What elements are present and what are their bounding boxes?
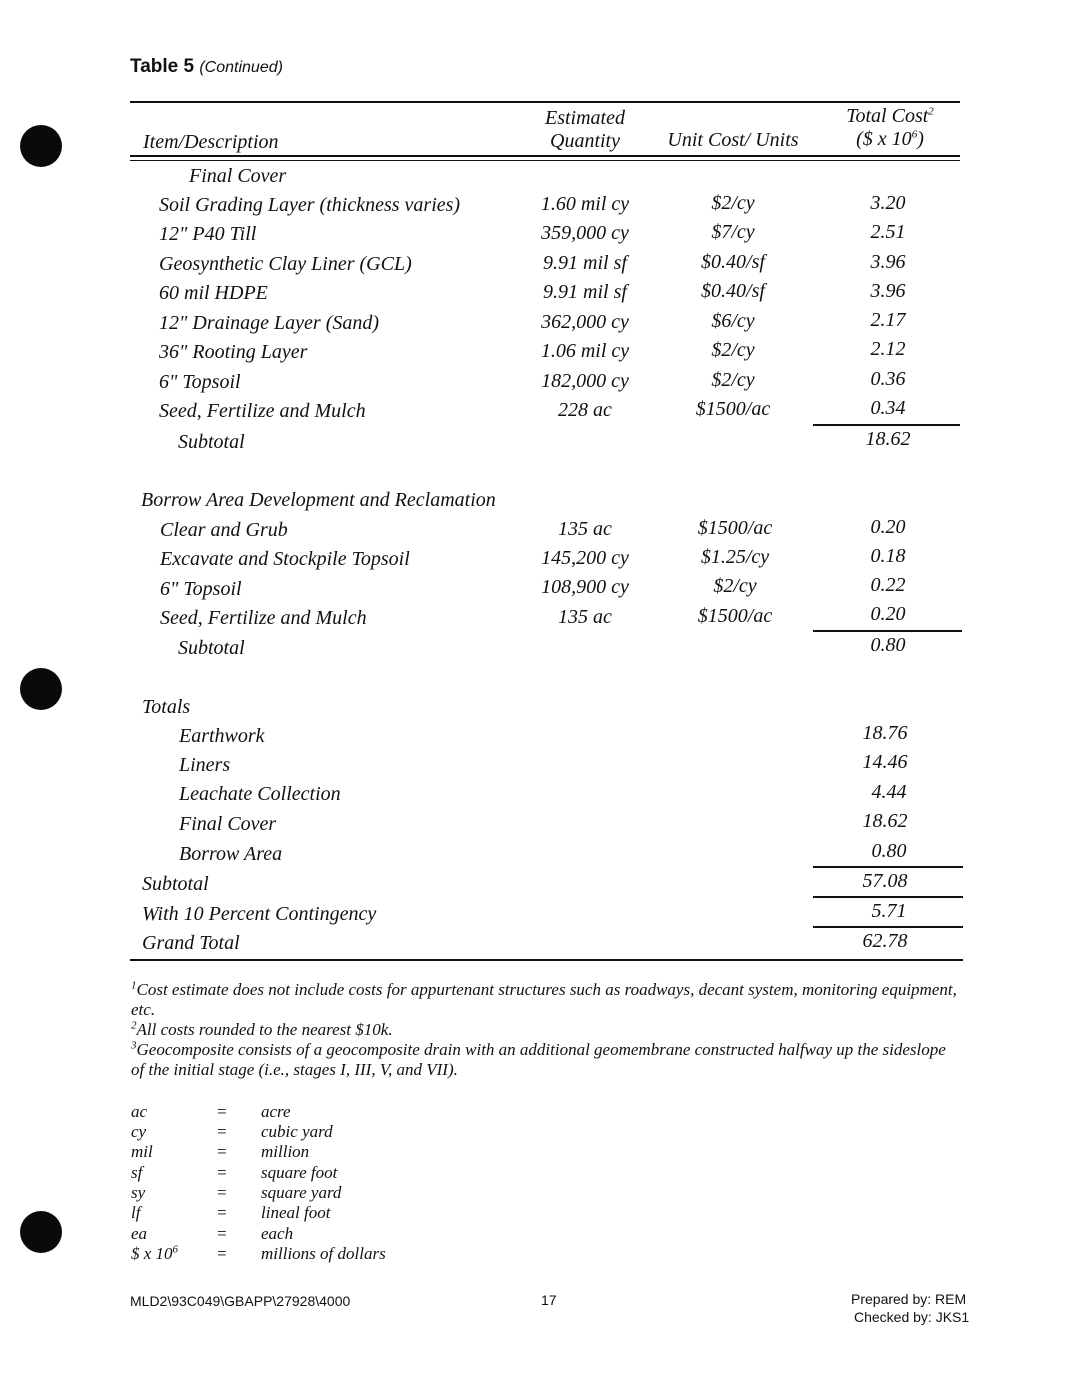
row-total-cost: 3.20 (870, 192, 906, 214)
header-cost-units-a: ($ x 10 (856, 128, 912, 150)
header-total-cost-line1 (825, 105, 955, 128)
header-cost-units-exp: 6 (911, 128, 918, 141)
row-quantity: 108,900 cy (541, 576, 629, 598)
table-title (130, 56, 283, 78)
row-item: Seed, Fertilize and Mulch (159, 400, 366, 422)
row-total-cost: 0.20 (870, 516, 906, 538)
subtotal-label-borrow-area: Subtotal (178, 637, 245, 659)
row-total-cost: 2.51 (870, 221, 906, 243)
totals-item: Liners (179, 754, 231, 776)
abbreviation-meaning: cubic yard (261, 1122, 333, 1141)
totals-item: Borrow Area (179, 843, 283, 865)
abbreviation-meaning: million (261, 1142, 310, 1161)
binder-hole-bottom (20, 1211, 62, 1253)
subtotal-label-final-cover: Subtotal (178, 431, 245, 453)
abbreviation-equals: = (216, 1122, 228, 1141)
abbreviation-term: sy (131, 1183, 146, 1202)
totals-cost: 4.44 (871, 781, 907, 803)
row-unit-cost: $1500/ac (695, 398, 771, 420)
section-heading-borrow-area: Borrow Area Development and Reclamation (141, 489, 496, 511)
totals-cost: 14.46 (862, 751, 908, 773)
row-item: Geosynthetic Clay Liner (GCL) (159, 253, 412, 275)
footnote-1-text: Cost estimate does not include costs for appurtenant structures such as roadways, decant system, monitoring equipment, etc. (131, 980, 957, 1019)
abbreviation-equals: = (216, 1224, 228, 1243)
footer-file-path: MLD2\93C049\GBAPP\27928\4000 (130, 1293, 351, 1309)
header-total-cost-line2 (825, 128, 955, 151)
row-quantity: 135 ac (558, 518, 612, 540)
row-quantity: 228 ac (558, 399, 612, 421)
abbreviation-term: lf (131, 1203, 141, 1222)
abbreviation-meaning: square yard (261, 1183, 342, 1202)
row-unit-cost: $2/cy (711, 192, 755, 214)
footnote-2-marker: 2 (131, 1019, 137, 1032)
footnote-2-text: All costs rounded to the nearest $10k. (136, 1020, 393, 1039)
footnote-1-marker: 1 (131, 979, 137, 992)
abbreviation-equals: = (216, 1244, 228, 1263)
header-total-cost-footnote: 2 (928, 105, 934, 118)
abbreviation-term: ea (131, 1224, 148, 1243)
totals-subtotal-value: 57.08 (862, 870, 908, 892)
row-unit-cost: $6/cy (711, 310, 755, 332)
header-total-cost-text: Total Cost (846, 105, 929, 127)
totals-subtotal-label: Subtotal (142, 873, 209, 895)
header-unit-cost: Unit Cost/ Units (667, 129, 799, 151)
abbreviation-term-base: $ x 10 (131, 1244, 173, 1263)
binder-hole-top (20, 125, 62, 167)
abbreviation-meaning: square foot (261, 1163, 338, 1182)
contingency-label: With 10 Percent Contingency (142, 903, 377, 925)
contingency-value: 5.71 (871, 900, 907, 922)
abbreviation-equals: = (216, 1203, 228, 1222)
footnote-2 (131, 1020, 961, 1040)
row-unit-cost: $0.40/sf (701, 251, 765, 273)
totals-subtotal-rule (813, 866, 963, 868)
row-quantity: 145,200 cy (541, 547, 629, 569)
row-item: 60 mil HDPE (159, 282, 268, 304)
row-item: Excavate and Stockpile Topsoil (160, 548, 410, 570)
totals-item: Final Cover (179, 813, 277, 835)
grand-total-label: Grand Total (142, 932, 240, 954)
row-item: 12" Drainage Layer (Sand) (159, 312, 380, 334)
abbreviation-term-exp: 6 (172, 1243, 179, 1256)
row-item: 36" Rooting Layer (159, 341, 308, 363)
row-total-cost: 0.22 (870, 574, 906, 596)
abbreviation-list (131, 1102, 531, 1272)
row-quantity: 135 ac (558, 606, 612, 628)
header-top-rule (130, 101, 960, 103)
abbreviation-term: mil (131, 1142, 153, 1161)
row-unit-cost: $1.25/cy (700, 546, 770, 568)
header-bottom-rule-1 (130, 155, 960, 157)
row-unit-cost: $7/cy (711, 221, 755, 243)
abbreviation-meaning: millions of dollars (261, 1244, 386, 1263)
subtotal-value-final-cover: 18.62 (865, 428, 911, 450)
row-total-cost: 2.12 (870, 338, 906, 360)
row-quantity: 9.91 mil sf (543, 281, 627, 303)
totals-item: Leachate Collection (179, 783, 341, 805)
footnote-1 (131, 980, 961, 1020)
abbreviation-equals: = (216, 1163, 228, 1182)
row-unit-cost: $2/cy (711, 369, 755, 391)
row-quantity: 9.91 mil sf (543, 252, 627, 274)
abbreviation-equals: = (216, 1183, 228, 1202)
abbreviation-term: ac (131, 1102, 148, 1121)
header-item-description: Item/Description (143, 131, 279, 153)
subtotal-rule-final-cover (813, 424, 960, 426)
table-title-continued: (Continued) (199, 59, 283, 76)
header-quantity-line2: Quantity (550, 130, 620, 152)
row-item: 6" Topsoil (160, 578, 242, 600)
row-unit-cost: $1500/ac (697, 517, 773, 539)
abbreviation-meaning: acre (261, 1102, 291, 1121)
row-total-cost: 3.96 (870, 280, 906, 302)
grand-total-value: 62.78 (862, 930, 908, 952)
row-item: Soil Grading Layer (thickness varies) (159, 194, 461, 216)
section-heading-final-cover: Final Cover (189, 165, 287, 187)
header-bottom-rule-2 (130, 160, 960, 161)
row-total-cost: 0.34 (870, 397, 906, 419)
row-unit-cost: $2/cy (711, 339, 755, 361)
section-heading-totals: Totals (142, 696, 191, 718)
row-total-cost: 0.18 (870, 545, 906, 567)
header-quantity-line1: Estimated (545, 107, 625, 129)
row-unit-cost: $2/cy (713, 575, 757, 597)
abbreviation-term (131, 1244, 178, 1264)
totals-cost: 18.62 (862, 810, 908, 832)
contingency-rule (813, 896, 963, 898)
row-quantity: 362,000 cy (541, 311, 629, 333)
row-unit-cost: $0.40/sf (701, 280, 765, 302)
totals-item: Earthwork (179, 725, 265, 747)
abbreviation-term: sf (131, 1163, 143, 1182)
subtotal-value-borrow-area: 0.80 (870, 634, 906, 656)
table-title-number: Table 5 (130, 56, 195, 77)
header-cost-units-b: ) (917, 128, 924, 150)
row-total-cost: 0.20 (870, 603, 906, 625)
binder-hole-middle (20, 668, 62, 710)
footnote-3 (131, 1040, 961, 1080)
row-unit-cost: $1500/ac (697, 605, 773, 627)
row-total-cost: 0.36 (870, 368, 906, 390)
footnote-3-text: Geocomposite consists of a geocomposite drain with an additional geomembrane constructed halfway up the sideslope of the initial stage (i.e., stages I, III, V, and VII). (131, 1040, 946, 1079)
abbreviation-meaning: lineal foot (261, 1203, 331, 1222)
row-quantity: 182,000 cy (541, 370, 629, 392)
row-item: Seed, Fertilize and Mulch (160, 607, 367, 629)
abbreviation-meaning: each (261, 1224, 294, 1243)
footer-prepared-by: Prepared by: REM (851, 1291, 967, 1307)
footer-page-number: 17 (541, 1292, 557, 1308)
totals-cost: 0.80 (871, 840, 907, 862)
abbreviation-term: cy (131, 1122, 147, 1141)
row-item: Clear and Grub (160, 519, 288, 541)
abbreviation-equals: = (216, 1142, 228, 1161)
row-total-cost: 3.96 (870, 251, 906, 273)
row-quantity: 359,000 cy (541, 222, 629, 244)
abbreviation-equals: = (216, 1102, 228, 1121)
grand-total-rule (813, 926, 963, 928)
subtotal-rule-borrow-area (813, 630, 962, 632)
row-item: 12" P40 Till (159, 223, 257, 245)
footer-checked-by: Checked by: JKS1 (854, 1309, 970, 1325)
totals-cost: 18.76 (862, 722, 908, 744)
row-total-cost: 2.17 (870, 309, 906, 331)
row-quantity: 1.06 mil cy (540, 340, 630, 362)
row-item: 6" Topsoil (159, 371, 241, 393)
table-bottom-rule (130, 959, 963, 961)
footnote-3-marker: 3 (131, 1039, 137, 1052)
row-quantity: 1.60 mil cy (540, 193, 630, 215)
